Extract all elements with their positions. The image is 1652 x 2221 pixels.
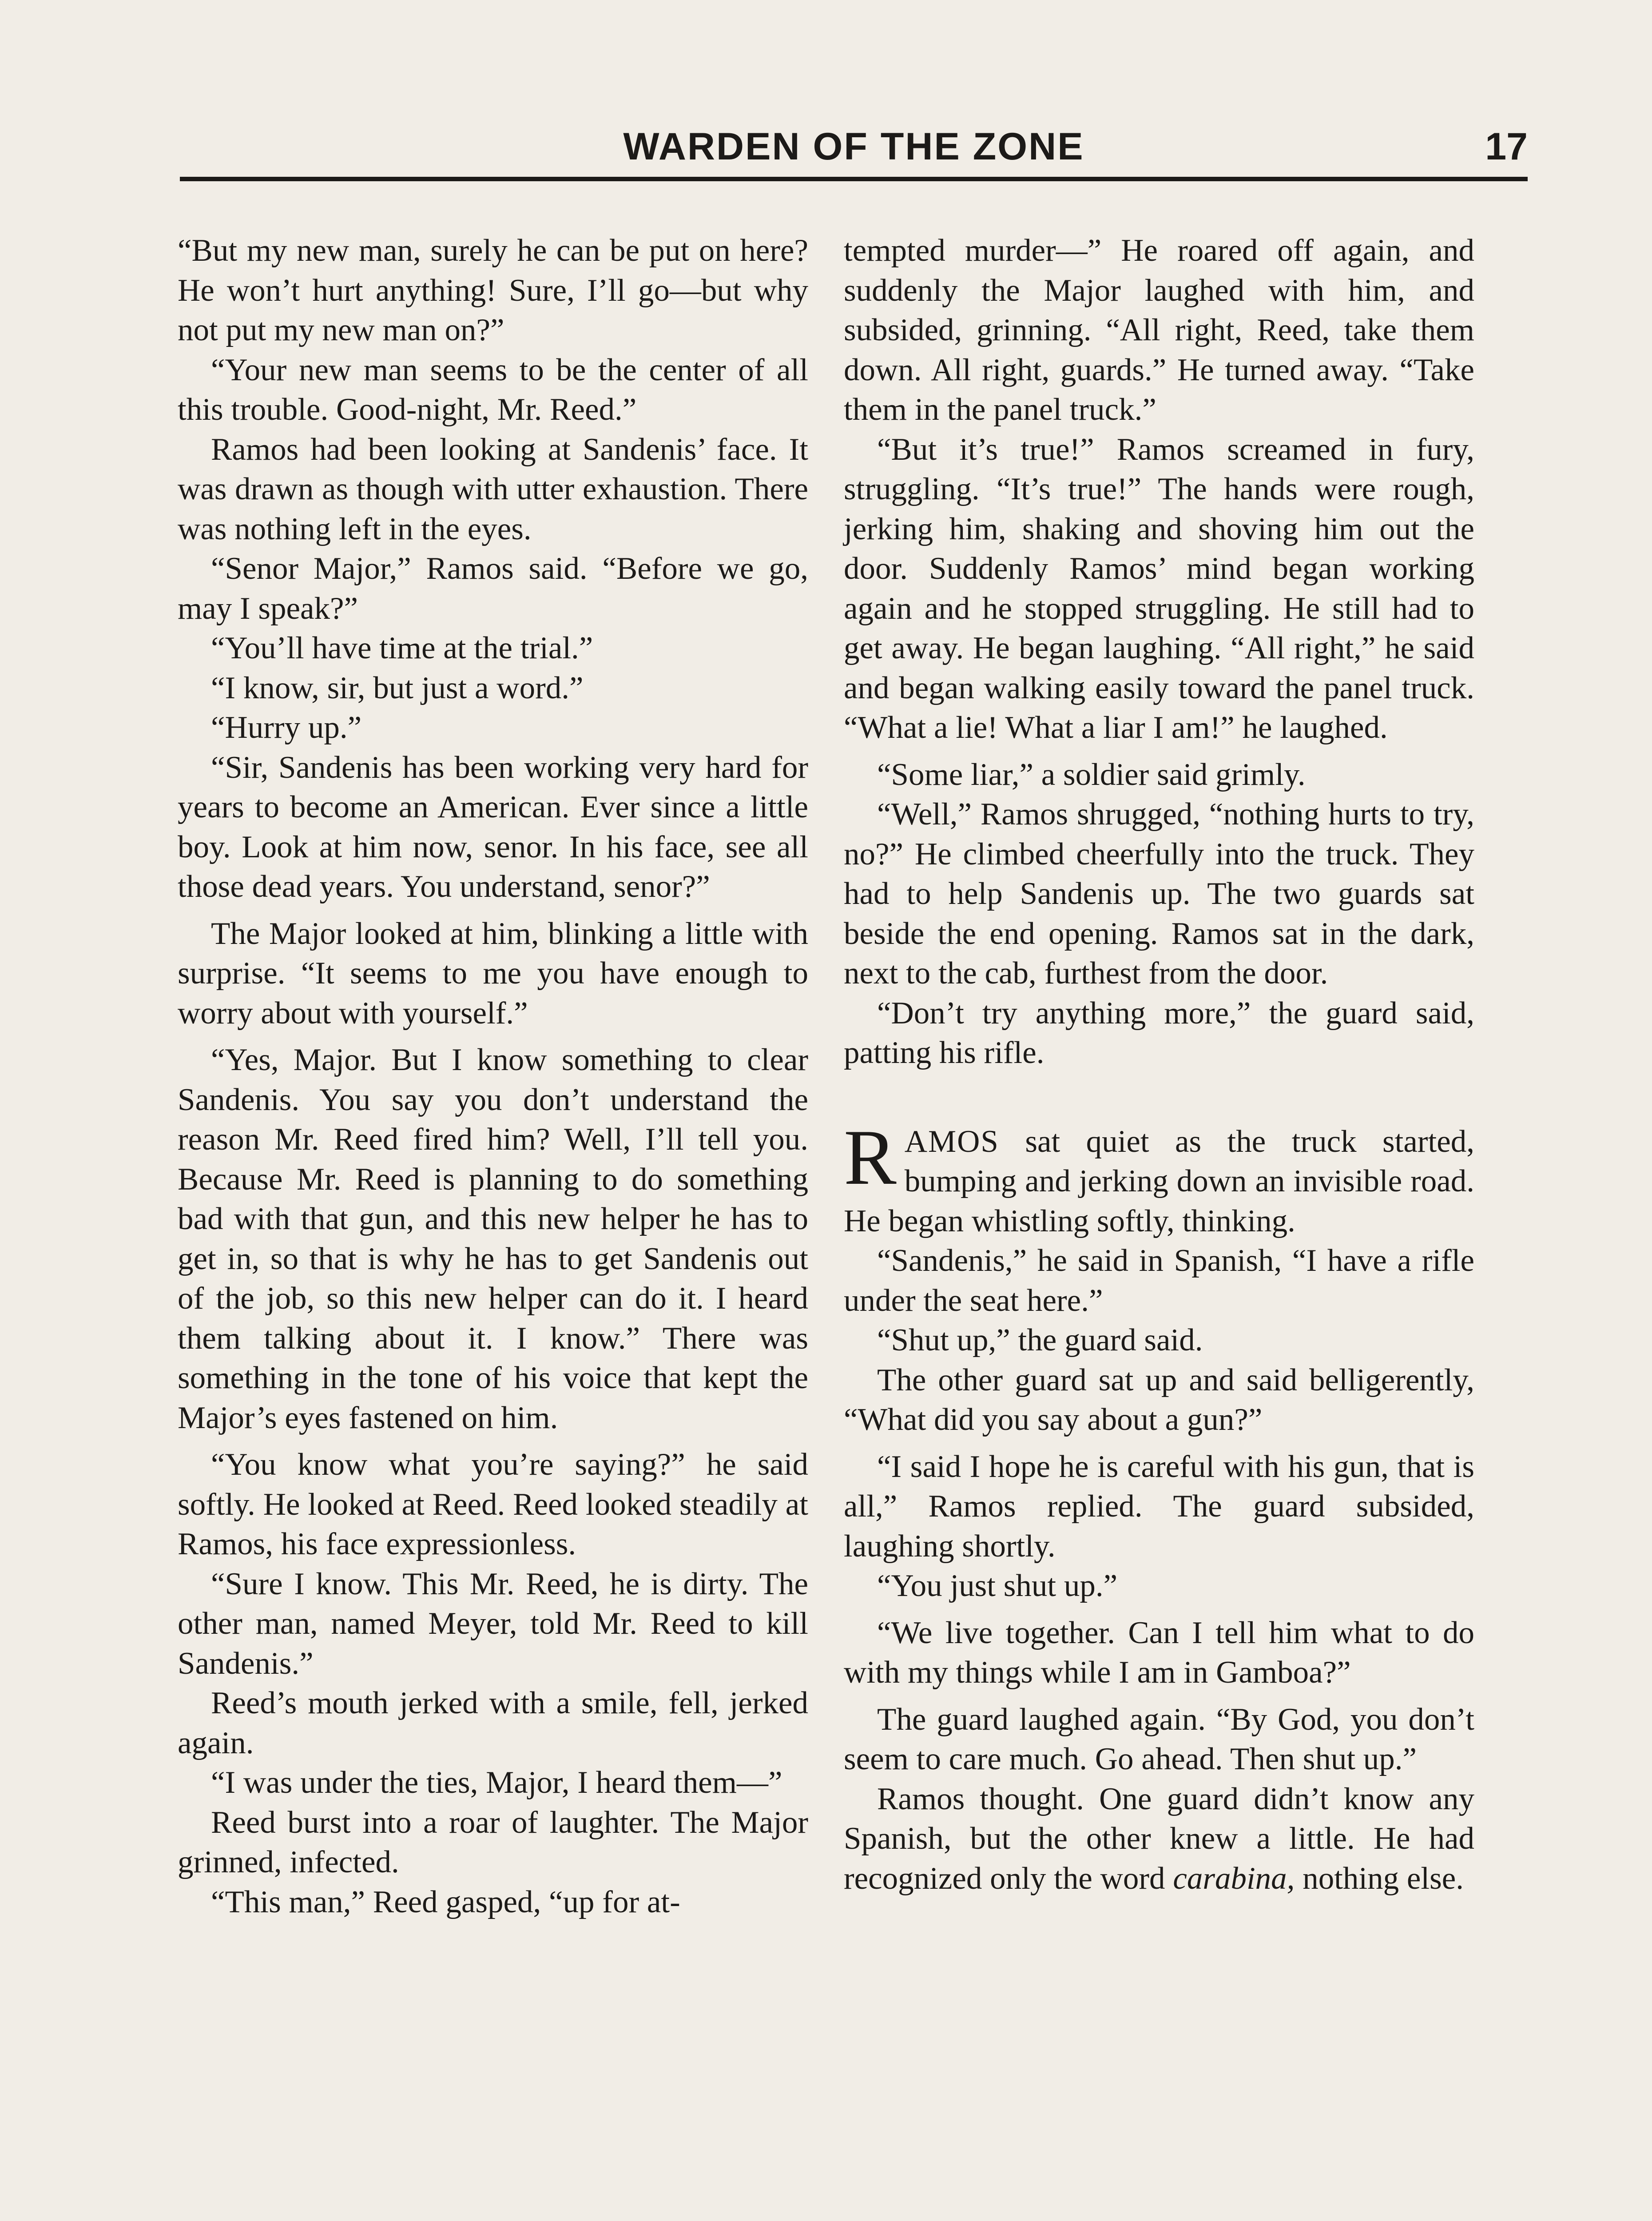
- left-column: [178, 231, 808, 1922]
- paragraph: “You know what you’re saying?” he said softly. He looked at Reed. Reed looked steadily at Ramos, his face expressionless.: [178, 1447, 808, 1561]
- paragraph: “Senor Major,” Ramos said. “Before we go, may I speak?”: [178, 551, 808, 626]
- paragraph: “But my new man, surely he can be put on here? He won’t hurt anything! Sure, I’ll go—but why not put my new man on?”: [178, 233, 808, 347]
- section-opening-text: sat quiet as the truck started, bumping and jerking down an invisible road. He began whistling softly, thinking.: [844, 1124, 1474, 1238]
- paragraph: “Well,” Ramos shrugged, “nothing hurts to try, no?” He climbed cheerfully into the truck. They had to help Sandenis up. The two guards sat beside the end opening. Ramos sat in the dark, next to the cab, furthest from the door.: [844, 797, 1474, 991]
- paragraph: “I was under the ties, Major, I heard them—”: [211, 1765, 782, 1800]
- paragraph: The guard laughed again. “By God, you don’t seem to care much. Go ahead. Then shut up.”: [844, 1702, 1474, 1776]
- header-rule: [180, 177, 1528, 181]
- paragraph: tempted murder—” He roared off again, and suddenly the Major laughed with him, and subsided, grinning. “All right, Reed, take them down. All right, guards.” He turned away. “Take them in the panel truck.”: [844, 233, 1474, 427]
- paragraph: “This man,” Reed gasped, “up for at-: [211, 1884, 680, 1919]
- paragraph: “Sure I know. This Mr. Reed, he is dirty. The other man, named Meyer, told Mr. Reed to kill Sandenis.”: [178, 1566, 808, 1681]
- paragraph: The other guard sat up and said belligerently, “What did you say about a gun?”: [844, 1362, 1474, 1437]
- paragraph: “Sir, Sandenis has been working very hard for years to become an American. Ever since a little boy. Look at him now, senor. In his face, see all those dead years. You understand, senor?”: [178, 750, 808, 904]
- paragraph: Ramos had been looking at Sandenis’ face. It was drawn as though with utter exhaustion. There was nothing left in the eyes.: [178, 432, 808, 546]
- drop-cap: R: [844, 1113, 897, 1201]
- paragraph: The Major looked at him, blinking a little with surprise. “It seems to me you have enough to worry about with yourself.”: [178, 916, 808, 1031]
- page-number: 17: [1485, 125, 1528, 168]
- paragraph: “Don’t try anything more,” the guard said, patting his rifle.: [844, 995, 1474, 1070]
- paragraph: “Your new man seems to be the center of all this trouble. Good-night, Mr. Reed.”: [178, 352, 808, 427]
- paragraph: Reed burst into a roar of laughter. The Major grinned, infected.: [178, 1805, 808, 1879]
- final-paragraph-text: Ramos thought. One guard didn’t know any Spanish, but the other knew a little. He had recognized only the word: [844, 1781, 1474, 1896]
- italic-word: carabina,: [1173, 1861, 1295, 1896]
- small-caps-word: AMOS: [904, 1124, 999, 1159]
- paragraph: “Hurry up.”: [211, 710, 362, 745]
- running-title: WARDEN OF THE ZONE: [623, 125, 1084, 168]
- right-column: [844, 231, 1474, 1899]
- paragraph: “Sandenis,” he said in Spanish, “I have a rifle under the seat here.”: [844, 1243, 1474, 1318]
- paragraph: “Yes, Major. But I know something to clear Sandenis. You say you don’t understand the reason Mr. Reed fired him? Well, I’ll tell you. Because Mr. Reed is planning to do something bad with that gun, and this new helper he has to get in, so that is why he has to get Sandenis out of the job, so this new helper can do it. I heard them talking about it. I know.” There was something in the tone of his voice that kept the Major’s eyes fastened on him.: [178, 1043, 808, 1435]
- page-header: [180, 120, 1528, 173]
- paragraph: “We live together. Can I tell him what to do with my things while I am in Gamboa?”: [844, 1615, 1474, 1690]
- paragraph: Reed’s mouth jerked with a smile, fell, jerked again.: [178, 1686, 808, 1760]
- paragraph: “I know, sir, but just a word.”: [211, 670, 584, 705]
- paragraph: “But it’s true!” Ramos screamed in fury, struggling. “It’s true!” The hands were rough, jerking him, shaking and shoving him out the door. Suddenly Ramos’ mind began working again and he stopped struggling. He still had to get away. He began laughing. “All right,” he said and began walking easily toward the panel truck. “What a lie! What a liar I am!” he laughed.: [844, 432, 1474, 745]
- paragraph: “Shut up,” the guard said.: [877, 1323, 1203, 1357]
- final-paragraph-tail: nothing else.: [1295, 1861, 1464, 1896]
- section-opening-paragraph: [844, 1113, 1474, 1242]
- final-paragraph: [844, 1779, 1474, 1899]
- paragraph: “Some liar,” a soldier said grimly.: [877, 757, 1306, 792]
- paragraph: “You just shut up.”: [877, 1568, 1118, 1603]
- paragraph: “I said I hope he is careful with his gun, that is all,” Ramos replied. The guard subsided, laughing shortly.: [844, 1449, 1474, 1564]
- paragraph: “You’ll have time at the trial.”: [211, 631, 593, 665]
